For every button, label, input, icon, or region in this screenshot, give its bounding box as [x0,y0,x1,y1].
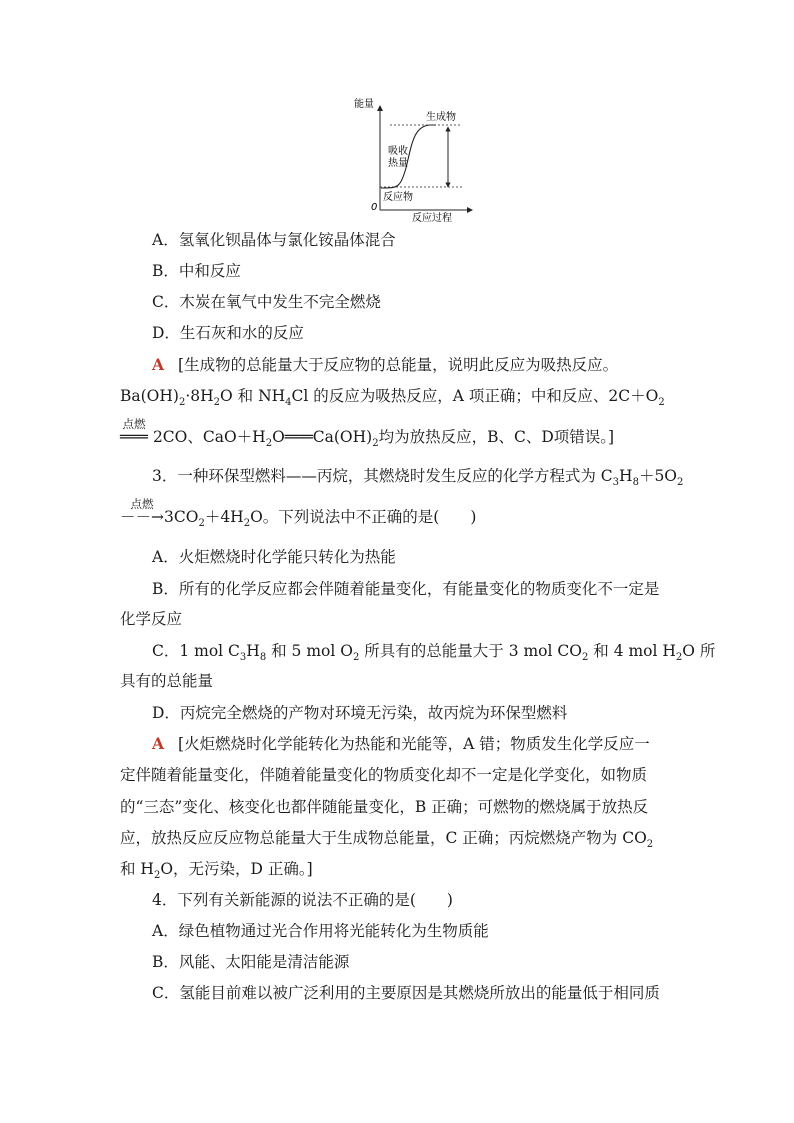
x-axis-label: 反应过程 [412,213,452,222]
reaction-condition: 点燃 ═══ [120,417,148,446]
q3-option-c-2: 具有的总能量 [120,672,214,690]
reactant-label: 反应物 [383,192,413,203]
q4-option-a: A．绿色植物通过光合作用将光能转化为生物质能 [152,922,489,940]
q3-explanation-1: A [火炬燃烧时化学能转化为热能和光能等，A 错；物质发生化学反应一 [152,734,650,753]
q3-explanation-3: 的“三态”变化、核变化也都伴随能量变化，B 正确；可燃物的燃烧属于放热反 [120,798,649,816]
q2-option-b: B．中和反应 [152,262,241,280]
q2-answer: A [152,355,165,374]
absorb-label-2: 热量 [388,158,408,169]
y-axis-label: 能量 [354,99,374,110]
q4-option-c: C．氢能目前难以被广泛利用的主要原因是其燃烧所放出的能量低于相同质 [152,984,660,1002]
q2-option-a: A．氢氧化钡晶体与氯化铵晶体混合 [152,231,396,249]
q3-explanation-2: 定伴随着能量变化，伴随着能量变化的物质变化却不一定是化学变化，如物质 [120,766,648,784]
q2-explanation-1: A [生成物的总能量大于反应物的总能量，说明此反应为吸热反应。 [152,355,619,374]
q3-stem-1: 3．一种环保型燃料——丙烷，其燃烧时发生反应的化学方程式为 $C_3H_8+5O_2$ [152,467,684,489]
product-label: 生成物 [426,112,456,123]
q3-explanation-4: 应，放热反应反应物总能量大于生成物总能量，C 正确；丙烷燃烧产物为 $CO_2$ [120,829,654,851]
q3-option-d: D．丙烷完全燃烧的产物对环境无污染，故丙烷为环保型燃料 [152,704,568,722]
q3-option-a: A．火炬燃烧时化学能只转化为热能 [152,548,396,566]
q3-answer: A [152,734,165,753]
q3-option-b-1: B．所有的化学反应都会伴随着能量变化，有能量变化的物质变化不一定是 [152,580,660,598]
q3-stem-2: 点燃 $--\to 3CO_2+4H_2O$。下列说法中不正确的是( ) [120,497,477,530]
q3-explanation-5: 和 $H_2O$，无污染，D 正确。] [120,860,313,882]
energy-diagram [350,98,474,222]
q4-stem: 4．下列有关新能源的说法不正确的是( ) [152,891,453,909]
q2-explanation-3: 点燃 ═══ 2CO、$CaO+H_2O═══Ca(OH)_2$均为放热反应，B、C、D项错误。] [120,417,615,450]
q4-option-b: B．风能、太阳能是清洁能源 [152,953,350,971]
origin-label: 0 [371,202,378,213]
q2-option-c: C．木炭在氧气中发生不完全燃烧 [152,293,381,311]
reaction-condition: 点燃 －－→ [120,497,164,526]
q3-option-c-1: C．1 mol $C_3H_8$ 和 5 mol $O_2$ 所具有的总能量大于 3 mol $CO_2$ 和 4 mol $H_2O$ 所 [152,642,716,664]
absorb-label-1: 吸收 [388,146,408,157]
q3-option-b-2: 化学反应 [120,610,183,628]
q2-option-d: D．生石灰和水的反应 [152,324,304,342]
q2-explanation-2: $Ba(OH)_2\cdot 8H_2O$ 和 $NH_4Cl$ 的反应为吸热反应，A 项正确；中和反应、$2C+O_2$ [120,387,665,409]
